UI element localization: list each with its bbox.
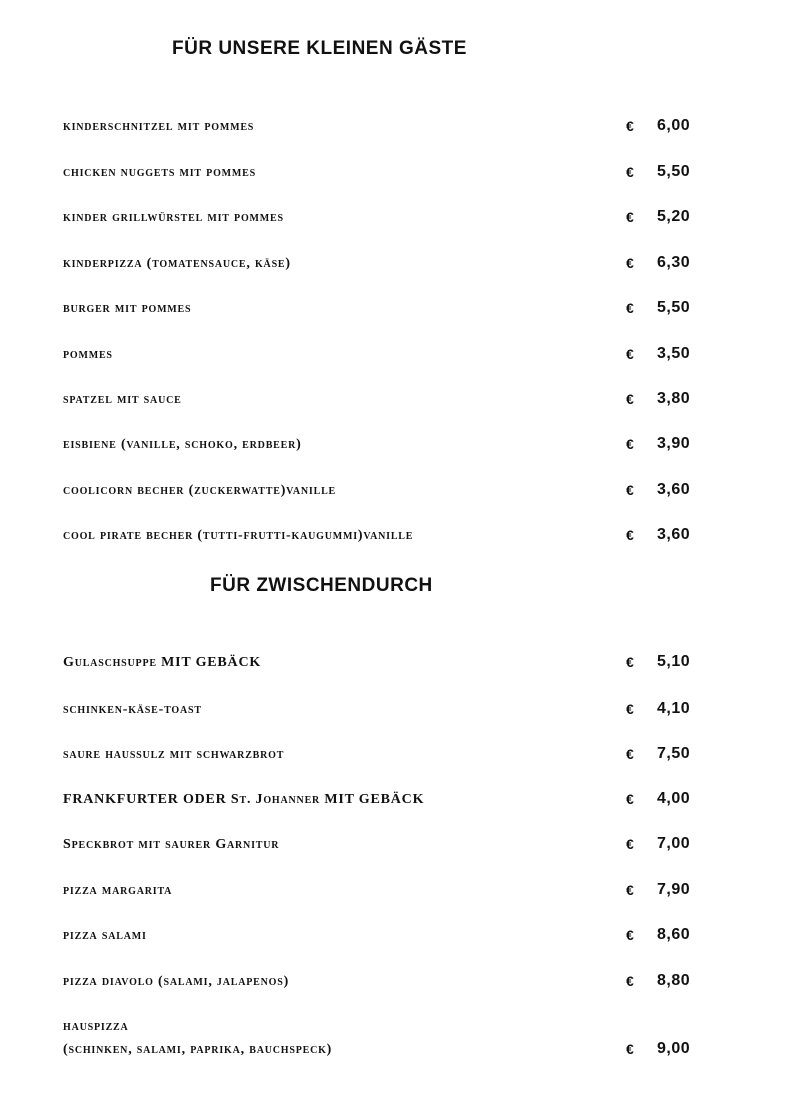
currency-symbol: €	[626, 654, 634, 670]
menu-item-name: spatzel mit sauce	[63, 392, 182, 407]
menu-item-price: 5,10	[657, 653, 691, 670]
menu-item-name: pizza margarita	[63, 883, 173, 898]
menu-item	[63, 256, 723, 276]
menu-item-price: 7,50	[657, 745, 691, 762]
menu-item-price: 3,90	[657, 435, 691, 452]
currency-symbol: €	[626, 927, 634, 943]
menu-item-name: burger mit pommes	[63, 301, 192, 316]
currency-symbol: €	[626, 436, 634, 452]
menu-item-price: 7,00	[657, 835, 691, 852]
section-title-snacks: FÜR ZWISCHENDURCH	[210, 575, 433, 596]
currency-symbol: €	[626, 746, 634, 762]
menu-item	[63, 792, 723, 812]
menu-item-name: Gulaschsuppe MIT GEBÄCK	[63, 655, 262, 670]
menu-item	[63, 119, 723, 139]
menu-item	[63, 437, 723, 457]
menu-item	[63, 702, 723, 722]
menu-item-price: 3,50	[657, 345, 691, 362]
menu-item-name: kinder grillwürstel mit pommes	[63, 210, 284, 225]
currency-symbol: €	[626, 973, 634, 989]
menu-item-name: chicken nuggets mit pommes	[63, 165, 256, 180]
menu-item-price: 8,60	[657, 926, 691, 943]
menu-item-name: Speckbrot mit saurer Garnitur	[63, 837, 280, 852]
currency-symbol: €	[626, 209, 634, 225]
currency-symbol: €	[626, 836, 634, 852]
menu-item-price: 5,50	[657, 163, 691, 180]
menu-item-price: 8,80	[657, 972, 691, 989]
currency-symbol: €	[626, 346, 634, 362]
currency-symbol: €	[626, 391, 634, 407]
menu-item-price: 3,80	[657, 390, 691, 407]
currency-symbol: €	[626, 791, 634, 807]
currency-symbol: €	[626, 701, 634, 717]
menu-item-name: kinderpizza (tomatensauce, käse)	[63, 256, 291, 271]
menu-item	[63, 655, 723, 675]
menu-item-price: 4,10	[657, 700, 691, 717]
menu-item-name: pommes	[63, 347, 113, 362]
menu-item-name: coolicorn becher (zuckerwatte)vanille	[63, 483, 337, 498]
menu-item-price: 4,00	[657, 790, 691, 807]
menu-item	[63, 392, 723, 412]
menu-item	[63, 528, 723, 548]
currency-symbol: €	[626, 300, 634, 316]
menu-item	[63, 165, 723, 185]
menu-item-name: hauspizza	[63, 1019, 129, 1034]
menu-item	[63, 883, 723, 903]
menu-item-price: 5,20	[657, 208, 691, 225]
menu-item-price: 6,00	[657, 117, 691, 134]
currency-symbol: €	[626, 1041, 634, 1057]
menu-item	[63, 974, 723, 994]
menu-item	[63, 1019, 723, 1063]
menu-item-name: cool pirate becher (tutti-frutti-kaugummi)vanille	[63, 528, 414, 543]
menu-item-price: 7,90	[657, 881, 691, 898]
menu-item-price: 5,50	[657, 299, 691, 316]
currency-symbol: €	[626, 527, 634, 543]
menu-item-name: saure haussulz mit schwarzbrot	[63, 747, 285, 762]
currency-symbol: €	[626, 482, 634, 498]
menu-item-price: 6,30	[657, 254, 691, 271]
menu-item	[63, 347, 723, 367]
menu-item	[63, 747, 723, 767]
menu-item-price: 9,00	[657, 1040, 691, 1057]
currency-symbol: €	[626, 164, 634, 180]
menu-item	[63, 928, 723, 948]
menu-item-description: (schinken, salami, paprika, bauchspeck)	[63, 1042, 333, 1057]
menu-item	[63, 301, 723, 321]
menu-item-name: FRANKFURTER ODER St. Johanner MIT GEBÄCK	[63, 792, 425, 807]
currency-symbol: €	[626, 118, 634, 134]
menu-item-name: eisbiene (vanille, schoko, erdbeer)	[63, 437, 302, 452]
menu-item	[63, 210, 723, 230]
menu-item-name: pizza salami	[63, 928, 147, 943]
menu-item-price: 3,60	[657, 526, 691, 543]
currency-symbol: €	[626, 255, 634, 271]
section-title-kids: FÜR UNSERE KLEINEN GÄSTE	[172, 38, 467, 59]
menu-item-name: pizza diavolo (salami, jalapenos)	[63, 974, 290, 989]
menu-item-name: kinderschnitzel mit pommes	[63, 119, 255, 134]
menu-item	[63, 837, 723, 857]
menu-item-price: 3,60	[657, 481, 691, 498]
currency-symbol: €	[626, 882, 634, 898]
menu-item-name: schinken-käse-toast	[63, 702, 202, 717]
menu-item	[63, 483, 723, 503]
